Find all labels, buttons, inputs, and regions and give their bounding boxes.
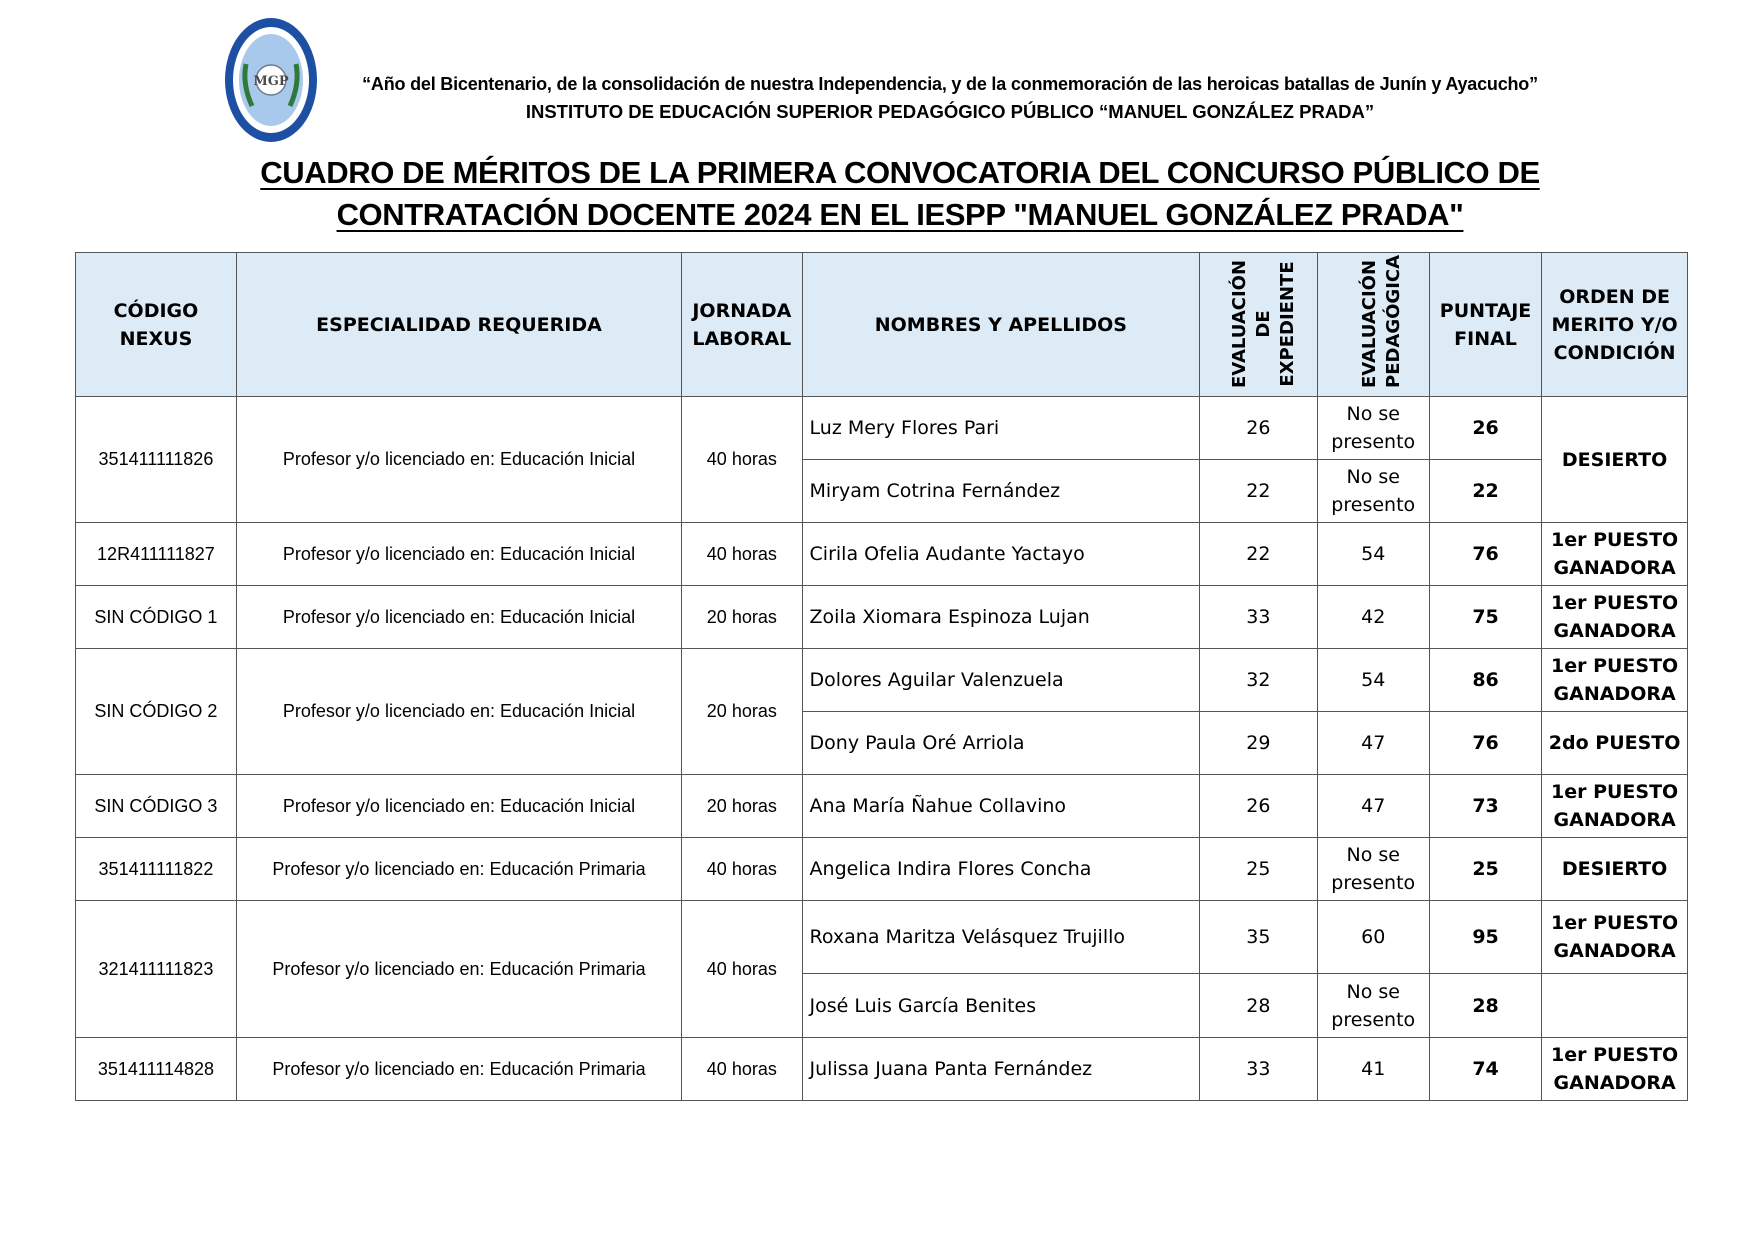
cell-especialidad: Profesor y/o licenciado en: Educación Inicial: [236, 586, 681, 649]
cell-pedagogica: 47: [1317, 712, 1429, 775]
header-nombres: NOMBRES Y APELLIDOS: [802, 253, 1200, 397]
cell-nombre: Roxana Maritza Velásquez Trujillo: [802, 901, 1200, 974]
title-line-2: CONTRATACIÓN DOCENTE 2024 EN EL IESPP "MANUEL GONZÁLEZ PRADA": [336, 197, 1464, 232]
cell-orden: 1er PUESTO GANADORA: [1542, 1038, 1688, 1101]
cell-expediente: 29: [1200, 712, 1317, 775]
cell-nombre: José Luis García Benites: [802, 974, 1200, 1038]
cell-jornada: 20 horas: [682, 775, 802, 838]
cell-codigo: 321411111823: [76, 901, 237, 1038]
header-jornada: JORNADA LABORAL: [682, 253, 802, 397]
header-codigo-nexus: CÓDIGO NEXUS: [76, 253, 237, 397]
cell-expediente: 35: [1200, 901, 1317, 974]
cell-nombre: Dolores Aguilar Valenzuela: [802, 649, 1200, 712]
cell-orden: DESIERTO: [1542, 838, 1688, 901]
cell-codigo: SIN CÓDIGO 3: [76, 775, 237, 838]
header-evaluacion-expediente: [1200, 253, 1317, 397]
cell-codigo: 12R411111827: [76, 523, 237, 586]
cell-puntaje-final: 86: [1429, 649, 1541, 712]
cell-pedagogica: 60: [1317, 901, 1429, 974]
cell-pedagogica: 54: [1317, 523, 1429, 586]
cell-pedagogica: No se presento: [1317, 397, 1429, 460]
cell-jornada: 20 horas: [682, 586, 802, 649]
cell-expediente: 22: [1200, 523, 1317, 586]
table-row: [76, 901, 1688, 974]
document-title: [230, 152, 1570, 236]
cell-puntaje-final: 28: [1429, 974, 1541, 1038]
cell-pedagogica: 54: [1317, 649, 1429, 712]
cell-orden: 1er PUESTO GANADORA: [1542, 775, 1688, 838]
cell-jornada: 20 horas: [682, 649, 802, 775]
cell-nombre: Zoila Xiomara Espinoza Lujan: [802, 586, 1200, 649]
cell-nombre: Ana María Ñahue Collavino: [802, 775, 1200, 838]
cell-puntaje-final: 76: [1429, 712, 1541, 775]
cell-orden: 1er PUESTO GANADORA: [1542, 586, 1688, 649]
cell-puntaje-final: 25: [1429, 838, 1541, 901]
title-line-1: CUADRO DE MÉRITOS DE LA PRIMERA CONVOCATORIA DEL CONCURSO PÚBLICO DE: [260, 155, 1540, 190]
cell-puntaje-final: 95: [1429, 901, 1541, 974]
table-row: [76, 649, 1688, 712]
cell-nombre: Angelica Indira Flores Concha: [802, 838, 1200, 901]
cell-expediente: 33: [1200, 1038, 1317, 1101]
cell-puntaje-final: 74: [1429, 1038, 1541, 1101]
cell-especialidad: Profesor y/o licenciado en: Educación Primaria: [236, 838, 681, 901]
cell-orden: 2do PUESTO: [1542, 712, 1688, 775]
cell-pedagogica: No se presento: [1317, 838, 1429, 901]
table-row: [76, 775, 1688, 838]
cell-orden: [1542, 974, 1688, 1038]
cell-nombre: Miryam Cotrina Fernández: [802, 460, 1200, 523]
cell-pedagogica: 41: [1317, 1038, 1429, 1101]
cell-jornada: 40 horas: [682, 901, 802, 1038]
table-row: [76, 586, 1688, 649]
cell-especialidad: Profesor y/o licenciado en: Educación Primaria: [236, 1038, 681, 1101]
cell-expediente: 22: [1200, 460, 1317, 523]
table-row: [76, 838, 1688, 901]
cell-especialidad: Profesor y/o licenciado en: Educación Primaria: [236, 901, 681, 1038]
cell-expediente: 33: [1200, 586, 1317, 649]
cell-jornada: 40 horas: [682, 838, 802, 901]
cell-expediente: 28: [1200, 974, 1317, 1038]
table-row: [76, 1038, 1688, 1101]
cell-puntaje-final: 76: [1429, 523, 1541, 586]
merit-table: [75, 252, 1688, 1101]
cell-puntaje-final: 73: [1429, 775, 1541, 838]
cell-jornada: 40 horas: [682, 397, 802, 523]
cell-nombre: Julissa Juana Panta Fernández: [802, 1038, 1200, 1101]
cell-expediente: 25: [1200, 838, 1317, 901]
cell-especialidad: Profesor y/o licenciado en: Educación Inicial: [236, 523, 681, 586]
header-evaluacion-pedagogica: [1317, 253, 1429, 397]
cell-nombre: Cirila Ofelia Audante Yactayo: [802, 523, 1200, 586]
cell-orden: 1er PUESTO GANADORA: [1542, 901, 1688, 974]
cell-puntaje-final: 22: [1429, 460, 1541, 523]
cell-codigo: 351411111822: [76, 838, 237, 901]
cell-codigo: SIN CÓDIGO 2: [76, 649, 237, 775]
cell-nombre: Luz Mery Flores Pari: [802, 397, 1200, 460]
cell-codigo: SIN CÓDIGO 1: [76, 586, 237, 649]
table-row: [76, 523, 1688, 586]
cell-pedagogica: No se presento: [1317, 460, 1429, 523]
logo-monogram: MGP: [253, 74, 289, 89]
cell-pedagogica: 42: [1317, 586, 1429, 649]
cell-codigo: 351411111826: [76, 397, 237, 523]
cell-expediente: 32: [1200, 649, 1317, 712]
cell-especialidad: Profesor y/o licenciado en: Educación Inicial: [236, 775, 681, 838]
header-puntaje-final: PUNTAJE FINAL: [1429, 253, 1541, 397]
cell-nombre: Dony Paula Oré Arriola: [802, 712, 1200, 775]
cell-pedagogica: 47: [1317, 775, 1429, 838]
cell-pedagogica: No se presento: [1317, 974, 1429, 1038]
table-row: [76, 397, 1688, 460]
official-year-motto: “Año del Bicentenario, de la consolidación de nuestra Independencia, y de la conmemoración de las heroicas batallas de Junín y Ayacucho”: [362, 74, 1538, 94]
cell-puntaje-final: 75: [1429, 586, 1541, 649]
cell-jornada: 40 horas: [682, 1038, 802, 1101]
cell-jornada: 40 horas: [682, 523, 802, 586]
cell-orden: 1er PUESTO GANADORA: [1542, 649, 1688, 712]
header-evaluacion-expediente-text: EVALUACIÓN DE EXPEDIENTE: [1229, 259, 1299, 388]
cell-puntaje-final: 26: [1429, 397, 1541, 460]
header-especialidad: ESPECIALIDAD REQUERIDA: [236, 253, 681, 397]
cell-especialidad: Profesor y/o licenciado en: Educación Inicial: [236, 649, 681, 775]
cell-expediente: 26: [1200, 775, 1317, 838]
cell-expediente: 26: [1200, 397, 1317, 460]
cell-especialidad: Profesor y/o licenciado en: Educación Inicial: [236, 397, 681, 523]
institute-name: INSTITUTO DE EDUCACIÓN SUPERIOR PEDAGÓGICO PÚBLICO “MANUEL GONZÁLEZ PRADA”: [525, 101, 1375, 122]
header-orden-merito: ORDEN DE MERITO Y/O CONDICIÓN: [1542, 253, 1688, 397]
header-evaluacion-pedagogica-text: EVALUACIÓN PEDAGÓGICA: [1358, 254, 1404, 388]
cell-orden: DESIERTO: [1542, 397, 1688, 523]
cell-codigo: 351411114828: [76, 1038, 237, 1101]
cell-orden: 1er PUESTO GANADORA: [1542, 523, 1688, 586]
